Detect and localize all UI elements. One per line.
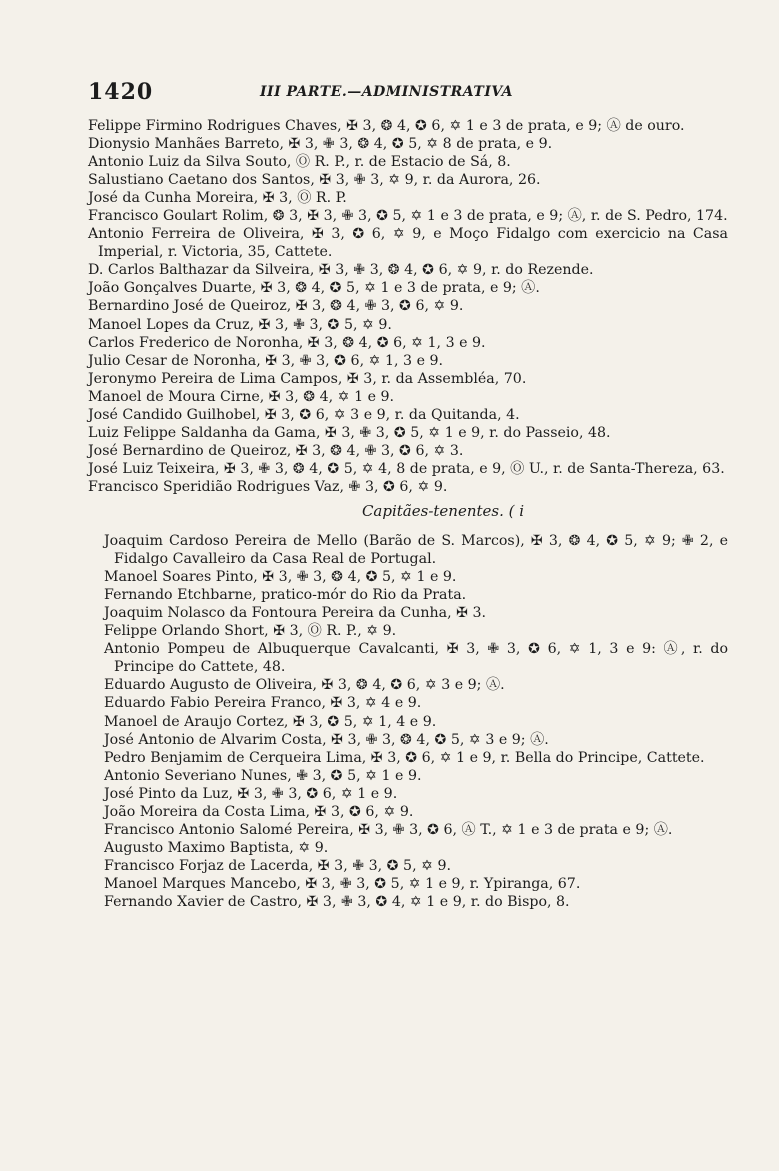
list-item: Manoel de Moura Cirne, ✠ 3, ❂ 4, ✡ 1 e 9. xyxy=(88,388,395,405)
section-captains xyxy=(88,117,728,496)
list-item: D. Carlos Balthazar da Silveira, ✠ 3, ✙ 3, ❂ 4, ✪ 6, ✡ 9, r. do Rezende. xyxy=(88,262,594,279)
list-item: Eduardo Augusto de Oliveira, ✠ 3, ❂ 4, ✪ 6, ✡ 3 e 9; Ⓐ. xyxy=(104,677,505,694)
list-item: Salustiano Caetano dos Santos, ✠ 3, ✙ 3, ✡ 9, r. da Aurora, 26. xyxy=(88,172,541,189)
list-item: Julio Cesar de Noronha, ✠ 3, ✙ 3, ✪ 6, ✡ 1, 3 e 9. xyxy=(88,352,444,369)
page-body xyxy=(88,117,728,911)
list-item: Luiz Felippe Saldanha da Gama, ✠ 3, ✙ 3, ✪ 5, ✡ 1 e 9, r. do Passeio, 48. xyxy=(88,424,611,441)
list-item: José Bernardino de Queiroz, ✠ 3, ❂ 4, ✙ 3, ✪ 6, ✡ 3. xyxy=(88,442,464,459)
list-item: Joaquim Nolasco da Fontoura Pereira da Cunha, ✠ 3. xyxy=(104,605,487,622)
running-head: III PARTE.—ADMINISTRATIVA xyxy=(260,84,514,100)
list-item: Antonio Luiz da Silva Souto, Ⓞ R. P., r. de Estacio de Sá, 8. xyxy=(88,154,511,171)
list-item: Fernando Xavier de Castro, ✠ 3, ✙ 3, ✪ 4, ✡ 1 e 9, r. do Bispo, 8. xyxy=(104,893,570,910)
page-number: 1420 xyxy=(88,79,154,105)
list-item: Carlos Frederico de Noronha, ✠ 3, ❂ 4, ✪ 6, ✡ 1, 3 e 9. xyxy=(88,334,486,351)
list-item: Francisco Antonio Salomé Pereira, ✠ 3, ✙ 3, ✪ 6, Ⓐ T., ✡ 1 e 3 de prata e 9; Ⓐ. xyxy=(104,821,673,838)
list-item: José Antonio de Alvarim Costa, ✠ 3, ✙ 3, ❂ 4, ✪ 5, ✡ 3 e 9; Ⓐ. xyxy=(104,731,549,748)
list-item: Augusto Maximo Baptista, ✡ 9. xyxy=(104,839,329,856)
list-item: José Candido Guilhobel, ✠ 3, ✪ 6, ✡ 3 e 9, r. da Quitanda, 4. xyxy=(88,406,520,423)
list-item: Francisco Goulart Rolim, ❂ 3, ✠ 3, ✙ 3, ✪ 5, ✡ 1 e 3 de prata, e 9; Ⓐ, r. de S. Pedro, 174. xyxy=(88,208,728,225)
list-item: Eduardo Fabio Pereira Franco, ✠ 3, ✡ 4 e 9. xyxy=(104,695,422,712)
list-item: José Pinto da Luz, ✠ 3, ✙ 3, ✪ 6, ✡ 1 e 9. xyxy=(104,785,398,802)
list-item: Manoel Lopes da Cruz, ✠ 3, ✙ 3, ✪ 5, ✡ 9. xyxy=(88,316,392,333)
list-item: João Moreira da Costa Lima, ✠ 3, ✪ 6, ✡ 9. xyxy=(104,803,414,820)
list-item: Antonio Ferreira de Oliveira, ✠ 3, ✪ 6, ✡ 9, e Moço Fidalgo com exercicio na Casa Imperial, r. Victoria, 35, Cattete. xyxy=(88,226,728,261)
list-item: Antonio Pompeu de Albuquerque Cavalcanti, ✠ 3, ✙ 3, ✪ 6, ✡ 1, 3 e 9: Ⓐ, r. do Principe do Cattete, 48. xyxy=(104,641,728,676)
list-item: Manoel de Araujo Cortez, ✠ 3, ✪ 5, ✡ 1, 4 e 9. xyxy=(104,713,437,730)
list-item: Dionysio Manhães Barreto, ✠ 3, ✙ 3, ❂ 4, ✪ 5, ✡ 8 de prata, e 9. xyxy=(88,136,553,153)
list-item: Francisco Forjaz de Lacerda, ✠ 3, ✙ 3, ✪ 5, ✡ 9. xyxy=(104,857,452,874)
section-heading: Capitães-tenentes. ( i xyxy=(361,501,525,520)
section-lieutenant-captains xyxy=(88,532,728,911)
page-header xyxy=(88,79,728,105)
list-item: Bernardino José de Queiroz, ✠ 3, ❂ 4, ✙ 3, ✪ 6, ✡ 9. xyxy=(88,298,464,315)
list-item: João Gonçalves Duarte, ✠ 3, ❂ 4, ✪ 5, ✡ 1 e 3 de prata, e 9; Ⓐ. xyxy=(88,280,540,297)
list-item: Pedro Benjamim de Cerqueira Lima, ✠ 3, ✪ 6, ✡ 1 e 9, r. Bella do Principe, Cattete. xyxy=(104,749,705,766)
list-item: Francisco Speridião Rodrigues Vaz, ✙ 3, ✪ 6, ✡ 9. xyxy=(88,478,448,495)
list-item: Fernando Etchbarne, pratico-mór do Rio da Prata. xyxy=(104,587,467,604)
list-item: José da Cunha Moreira, ✠ 3, Ⓞ R. P. xyxy=(88,190,347,207)
list-item: Felippe Firmino Rodrigues Chaves, ✠ 3, ❂ 4, ✪ 6, ✡ 1 e 3 de prata, e 9; Ⓐ de ouro. xyxy=(88,118,685,134)
list-item: Antonio Severiano Nunes, ✙ 3, ✪ 5, ✡ 1 e 9. xyxy=(104,767,422,784)
list-item: Joaquim Cardoso Pereira de Mello (Barão de S. Marcos), ✠ 3, ❂ 4, ✪ 5, ✡ 9; ✙ 2, e Fidalgo Cavalleiro da Casa Real de Portugal. xyxy=(104,533,728,568)
list-item: Manoel Marques Mancebo, ✠ 3, ✙ 3, ✪ 5, ✡ 1 e 9, r. Ypiranga, 67. xyxy=(104,875,581,892)
list-item: Manoel Soares Pinto, ✠ 3, ✙ 3, ❂ 4, ✪ 5, ✡ 1 e 9. xyxy=(104,569,457,586)
list-item: José Luiz Teixeira, ✠ 3, ✙ 3, ❂ 4, ✪ 5, ✡ 4, 8 de prata, e 9, Ⓞ U., r. de Santa-Thereza, 63. xyxy=(88,460,725,477)
list-item: Felippe Orlando Short, ✠ 3, Ⓞ R. P., ✡ 9. xyxy=(104,623,397,640)
list-item: Jeronymo Pereira de Lima Campos, ✠ 3, r. da Assembléa, 70. xyxy=(88,370,527,387)
